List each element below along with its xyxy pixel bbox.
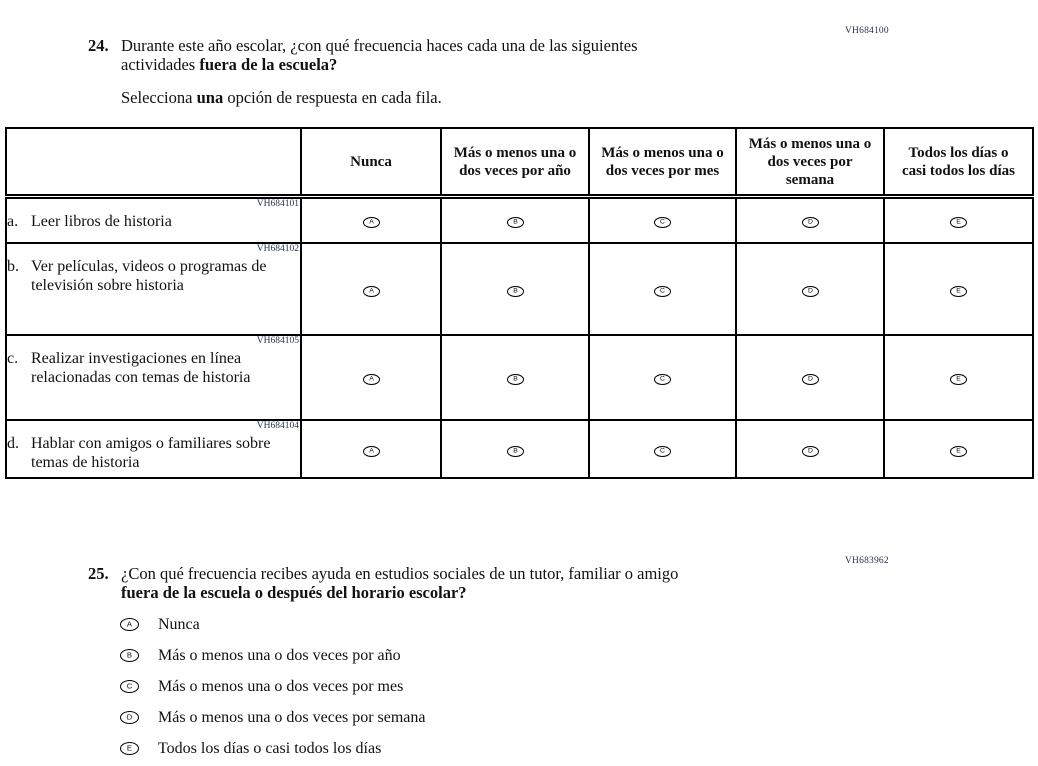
question-24-line2-regular: actividades: [121, 55, 200, 74]
q24-row-a-option-A[interactable]: [363, 217, 380, 228]
matrix-header-nunca: Nunca: [301, 128, 441, 197]
option-letter: A: [368, 446, 374, 454]
question-25: [88, 564, 848, 602]
option-letter: A: [368, 374, 374, 383]
option-letter: D: [126, 712, 133, 722]
option-letter: E: [956, 446, 961, 454]
q24-row-b-option-A[interactable]: [363, 286, 380, 297]
q24-row-b-option-D[interactable]: [802, 286, 819, 297]
q25-option-D-bubble[interactable]: [120, 711, 139, 724]
option-letter: E: [956, 374, 961, 383]
q25-accession-code: VH683962: [845, 556, 889, 566]
question-25-line2: fuera de la escuela o después del horario escolar?: [121, 583, 467, 602]
q25-option-C-label: Más o menos una o dos veces por mes: [158, 677, 404, 695]
matrix-header-por-semana: Más o menos una o dos veces por semana: [736, 128, 884, 197]
matrix-header-row: [6, 128, 1033, 197]
option-letter: C: [660, 286, 665, 294]
q24-row-c-option-D[interactable]: [802, 374, 819, 385]
q24-row-d-option-A[interactable]: [363, 446, 380, 457]
question-24-line2-bold: fuera de la escuela?: [199, 55, 338, 74]
q24-row-c-option-A[interactable]: [363, 374, 380, 385]
row-d-accession-code: VH684104: [256, 420, 299, 431]
q25-option-C: [120, 677, 426, 696]
row-d-letter: d.: [7, 434, 19, 452]
row-b-letter: b.: [7, 257, 19, 275]
q25-option-B: [120, 646, 426, 665]
row-d-label: [7, 434, 300, 473]
row-c-text: Realizar investigaciones en línea relacionadas con temas de historia: [31, 349, 251, 386]
matrix-header-todos: Todos los días o casi todos los días: [884, 128, 1033, 197]
q24-row-c-option-C[interactable]: [654, 374, 671, 385]
instruction-post: opción de respuesta en cada fila.: [223, 88, 442, 107]
row-a-accession-code: VH684101: [256, 199, 299, 209]
q25-option-B-bubble[interactable]: [120, 649, 139, 662]
matrix-header-stub: [6, 128, 301, 197]
q25-option-C-bubble[interactable]: [120, 680, 139, 693]
q25-option-D-label: Más o menos una o dos veces por semana: [158, 708, 426, 726]
q24-row-a-option-E[interactable]: [950, 217, 967, 228]
q24-response-matrix: [5, 127, 1034, 479]
matrix-row-c-stub: [6, 335, 301, 420]
option-letter: C: [660, 374, 665, 383]
option-letter: D: [807, 218, 813, 226]
question-24-line2: [121, 55, 638, 74]
row-a-text: Leer libros de historia: [31, 213, 172, 230]
option-letter: B: [512, 374, 518, 383]
row-c-accession-code: VH684105: [256, 335, 299, 346]
q25-option-A: [120, 615, 426, 634]
matrix-row-d-stub: [6, 420, 301, 478]
q25-option-E: [120, 739, 426, 758]
question-25-number: 25.: [88, 564, 109, 583]
q25-option-A-bubble[interactable]: [120, 618, 139, 631]
q24-accession-code: VH684100: [845, 26, 889, 36]
option-letter: B: [512, 218, 518, 226]
q24-row-d-option-C[interactable]: [654, 446, 671, 457]
row-a-label: [7, 212, 300, 232]
q25-option-E-label: Todos los días o casi todos los días: [158, 739, 382, 757]
option-letter: C: [126, 681, 133, 691]
row-a-letter: a.: [7, 213, 19, 230]
matrix-row-b: [6, 243, 1033, 335]
option-letter: A: [126, 619, 133, 629]
question-24-number: 24.: [88, 36, 109, 55]
q24-row-a-option-B[interactable]: [507, 217, 524, 228]
row-b-text: Ver películas, videos o programas de televisión sobre historia: [31, 257, 267, 294]
option-letter: D: [807, 446, 813, 454]
q24-row-c-option-B[interactable]: [507, 374, 524, 385]
question-24-text: [121, 36, 638, 107]
option-letter: B: [126, 650, 133, 660]
option-letter: D: [807, 374, 813, 383]
option-letter: E: [956, 218, 961, 226]
q25-option-E-bubble[interactable]: [120, 742, 139, 755]
question-24: [88, 36, 788, 107]
question-24-line1: Durante este año escolar, ¿con qué frecuencia haces cada una de las siguientes: [121, 36, 638, 55]
instruction-bold: una: [196, 88, 224, 107]
q25-options: [120, 615, 426, 766]
matrix-row-d: [6, 420, 1033, 478]
q24-row-d-option-E[interactable]: [950, 446, 967, 457]
q25-option-A-label: Nunca: [158, 615, 200, 633]
row-c-label: [7, 349, 300, 388]
q24-row-a-option-D[interactable]: [802, 217, 819, 228]
row-b-label: [7, 257, 300, 296]
q25-option-B-label: Más o menos una o dos veces por año: [158, 646, 401, 664]
question-25-text: [121, 564, 678, 602]
q24-row-b-option-B[interactable]: [507, 286, 524, 297]
option-letter: B: [512, 286, 518, 294]
option-letter: B: [512, 446, 518, 454]
question-25-line1: ¿Con qué frecuencia recibes ayuda en estudios sociales de un tutor, familiar o amigo: [121, 564, 679, 583]
instruction-pre: Selecciona: [121, 88, 197, 107]
row-c-letter: c.: [7, 349, 19, 367]
option-letter: E: [126, 743, 133, 753]
matrix-row-a-stub: [6, 197, 301, 243]
row-b-accession-code: VH684102: [256, 243, 299, 254]
q24-row-b-option-E[interactable]: [950, 286, 967, 297]
question-24-instruction: [121, 88, 638, 107]
q25-option-D: [120, 708, 426, 727]
row-d-text: Hablar con amigos o familiares sobre temas de historia: [31, 434, 271, 471]
option-letter: E: [956, 286, 961, 294]
option-letter: D: [807, 286, 813, 294]
matrix-row-b-stub: [6, 243, 301, 335]
option-letter: A: [368, 218, 374, 226]
matrix-row-c: [6, 335, 1033, 420]
option-letter: C: [660, 446, 665, 454]
q24-row-d-option-B[interactable]: [507, 446, 524, 457]
q24-row-a-option-C[interactable]: [654, 217, 671, 228]
option-letter: C: [660, 218, 665, 226]
q24-row-c-option-E[interactable]: [950, 374, 967, 385]
q24-row-d-option-D[interactable]: [802, 446, 819, 457]
matrix-header-por-ano: Más o menos una o dos veces por año: [441, 128, 589, 197]
option-letter: A: [368, 286, 374, 294]
matrix-header-por-mes: Más o menos una o dos veces por mes: [589, 128, 736, 197]
q24-row-b-option-C[interactable]: [654, 286, 671, 297]
matrix-row-a: [6, 197, 1033, 243]
